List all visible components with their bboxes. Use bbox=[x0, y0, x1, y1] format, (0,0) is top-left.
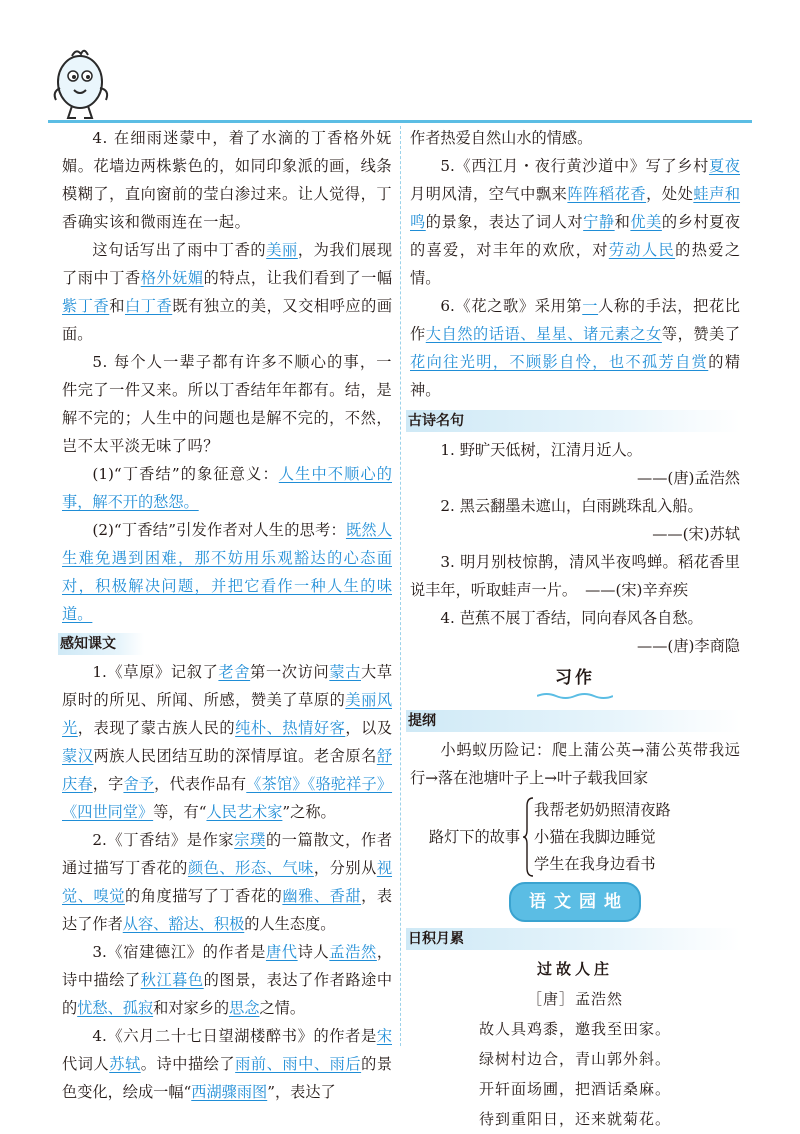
banner-ywyd bbox=[410, 882, 740, 922]
poem-author-4: ——(唐)李商隐 bbox=[637, 637, 740, 655]
poem-title: 过故人庄 bbox=[536, 960, 613, 978]
question-5: 5. 每个人一辈子都有许多不顺心的事，一件完了一件又来。所以丁香结年年都有。结，是解不完的；人生中的问题也是解不完的，不然，岂不太平淡无味了吗？ bbox=[62, 353, 392, 455]
right-column bbox=[410, 124, 740, 1134]
poem-line-2: 2. 黑云翻墨未遮山，白雨跳珠乱入船。 bbox=[440, 497, 703, 515]
cartoon-egg-character-icon bbox=[50, 44, 114, 124]
section-header-rjyl: 日积月累 bbox=[406, 928, 740, 950]
section-header-gsmj: 古诗名句 bbox=[406, 410, 740, 432]
poem-author-1: ——(唐)孟浩然 bbox=[637, 469, 740, 487]
kewen-1: 1.《草原》记叙了老舍第一次访问蒙古大草原时的所见、所闻、所感，赞美了草原的美丽风光，表现了蒙古族人民的纯朴、热情好客，以及蒙汉两族人民团结互助的深情厚谊。老舍原名舒庆春，字舍予，代表作品有《茶馆》《骆驼祥子》《四世同堂》等，有“人民艺术家”之称。 bbox=[62, 663, 393, 821]
outline-2-item: 我帮老奶奶照清夜路 bbox=[534, 800, 671, 819]
kewen-3: 3.《宿建德江》的作者是唐代诗人孟浩然，诗中描绘了秋江暮色的图景，表达了作者路途中的忧愁、孤寂和对家乡的思念之情。 bbox=[62, 943, 393, 1017]
answer-4: 这句话写出了雨中丁香的美丽，为我们展现了雨中丁香格外妩媚的特点，让我们看到了一幅紫丁香和白丁香既有独立的美，又交相呼应的画面。 bbox=[62, 241, 393, 343]
answer-5-1: (1)“丁香结”的象征意义：人生中不顺心的事，解不开的愁怨。 bbox=[62, 465, 392, 511]
kewen-6: 6.《花之歌》采用第一人称的手法，把花比作大自然的话语、星星、诸元素之女等，赞美了花向往光明，不顾影自怜，也不孤芳自赏的精神。 bbox=[410, 297, 741, 399]
poem-line-4: 4. 芭蕉不展丁香结，同向春风各自愁。 bbox=[440, 609, 703, 627]
column-divider bbox=[400, 126, 401, 1046]
outline-2-item: 小猫在我脚边睡觉 bbox=[534, 827, 656, 846]
left-column bbox=[62, 124, 392, 1106]
kewen-4-continued: 作者热爱自然山水的情感。 bbox=[410, 129, 593, 147]
poem-verse: 待到重阳日，还来就菊花。 bbox=[478, 1110, 671, 1128]
poem-author: ［唐］孟浩然 bbox=[526, 990, 623, 1008]
answer-5-2: (2)“丁香结”引发作者对人生的思考：既然人生难免遇到困难，那不妨用乐观豁达的心态面对，积极解决问题，并把它看作一种人生的味道。 bbox=[62, 521, 393, 623]
poem-verse: 绿树村边合，青山郭外斜。 bbox=[478, 1050, 671, 1068]
poem-verse: 故人具鸡黍，邀我至田家。 bbox=[478, 1020, 671, 1038]
poem-line-1: 1. 野旷天低树，江清月近人。 bbox=[440, 441, 642, 459]
banner-xizuo-label: 习作 bbox=[555, 668, 595, 688]
ancient-poem bbox=[410, 954, 740, 1134]
banner-ywyd-label: 语文园地 bbox=[509, 882, 641, 922]
kewen-4: 4.《六月二十七日望湖楼醉书》的作者是宋代词人苏轼。诗中描绘了雨前、雨中、雨后的景色变化，绘成一幅“西湖骤雨图”，表达了 bbox=[62, 1027, 393, 1101]
header-rule bbox=[48, 120, 752, 123]
poem-verse: 开轩面场圃，把酒话桑麻。 bbox=[478, 1080, 671, 1098]
kewen-2: 2.《丁香结》是作家宗璞的一篇散文，作者通过描写丁香花的颜色、形态、气味，分别从视觉、嗅觉的角度描写了丁香花的幽雅、香甜，表达了作者从容、豁达、积极的人生态度。 bbox=[62, 831, 393, 933]
outline-2-label: 路灯下的故事 bbox=[428, 828, 520, 846]
poem-author-2: ——(宋)苏轼 bbox=[652, 525, 740, 543]
section-header-gzkw: 感知课文 bbox=[58, 633, 144, 655]
section-header-tigang: 提纲 bbox=[406, 710, 740, 732]
kewen-5: 5.《西江月・夜行黄沙道中》写了乡村夏夜月明风清，空气中飘来阵阵稻花香，处处蛙声和鸣的景象，表达了词人对宁静和优美的乡村夏夜的喜爱，对丰年的欢欣，对劳动人民的热爱之情。 bbox=[410, 157, 741, 287]
question-4: 4. 在细雨迷蒙中，着了水滴的丁香格外妩媚。花墙边两株紫色的，如同印象派的画，线条模糊了，直向窗前的莹白渗过来。让人觉得，丁香确实该和微雨连在一起。 bbox=[62, 129, 392, 231]
poem-line-3: 3. 明月别枝惊鹊，清风半夜鸣蝉。稻花香里说丰年，听取蛙声一片。 ——(宋)辛弃疾 bbox=[410, 553, 740, 599]
outline-2-items bbox=[534, 797, 671, 878]
banner-xizuo bbox=[410, 664, 740, 704]
curly-brace-icon bbox=[522, 796, 534, 878]
wave-decoration-icon bbox=[537, 692, 613, 700]
outline-2 bbox=[410, 796, 740, 878]
outline-1: 小蚂蚁历险记：爬上蒲公英→蒲公英带我远行→落在池塘叶子上→叶子载我回家 bbox=[410, 741, 740, 787]
outline-2-item: 学生在我身边看书 bbox=[534, 854, 656, 873]
